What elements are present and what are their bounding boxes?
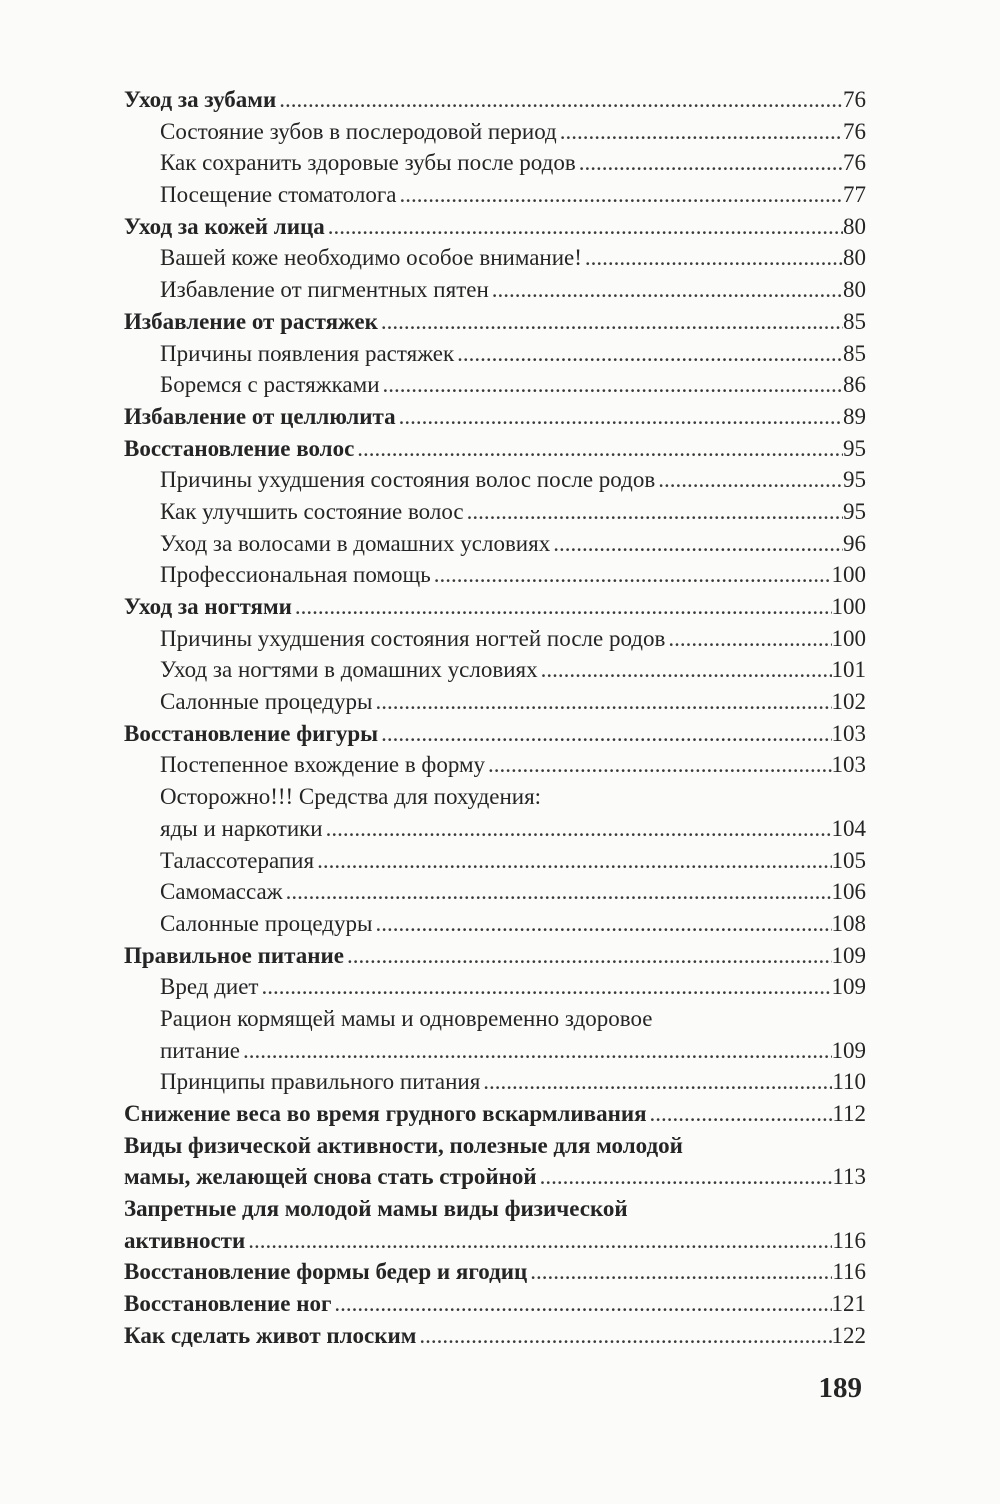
toc-line: [124, 496, 866, 528]
toc-line: [124, 528, 866, 560]
toc-line: [124, 1225, 866, 1257]
toc-entry: [124, 1003, 866, 1066]
dot-leader: [378, 306, 843, 338]
toc-line: [124, 84, 866, 116]
page-number: 189: [818, 1372, 862, 1404]
toc-line: [124, 369, 866, 401]
toc-line: [124, 1193, 866, 1225]
toc-page-number: 106: [831, 879, 866, 905]
chapter-title: Снижение веса во время грудного вскармливания: [124, 1101, 647, 1126]
toc-page-number: 108: [831, 910, 866, 936]
section-title: Причины появления растяжек: [160, 340, 455, 366]
toc-page-number: 77: [843, 182, 866, 208]
chapter-title: мамы, желающей снова стать стройной: [124, 1164, 537, 1190]
dot-leader: [538, 654, 832, 686]
section-title: Салонные процедуры: [160, 910, 373, 936]
toc-page-number: 121: [831, 1291, 866, 1317]
dot-leader: [331, 1288, 831, 1320]
toc-page-number: 89: [843, 403, 866, 429]
toc-page-number: 100: [831, 594, 866, 619]
toc-page-number: 109: [831, 974, 866, 1000]
dot-leader: [665, 623, 831, 655]
dot-leader: [557, 116, 843, 148]
section-title: Самомассаж: [160, 879, 283, 905]
toc-entry: [124, 1193, 866, 1256]
dot-leader: [323, 813, 832, 845]
section-title: Принципы правильного питания: [160, 1069, 481, 1095]
toc-line: [124, 623, 866, 655]
section-title: Уход за ногтями в домашних условиях: [160, 657, 538, 683]
chapter-title: Запретные для молодой мамы виды физической: [124, 1196, 628, 1222]
toc-entry: [124, 1098, 866, 1130]
toc-line: [124, 1130, 866, 1162]
toc-page-number: 112: [832, 1101, 866, 1126]
chapter-title: Виды физической активности, полезные для молодой: [124, 1132, 683, 1158]
toc-entry: [124, 338, 866, 370]
toc-line: [124, 781, 866, 813]
chapter-title: Восстановление фигуры: [124, 720, 379, 746]
toc-line: [124, 654, 866, 686]
toc-entry: [124, 908, 866, 940]
dot-leader: [325, 211, 843, 243]
toc-line: [124, 845, 866, 877]
dot-leader: [396, 401, 843, 433]
toc-line: [124, 211, 866, 243]
chapter-title: Восстановление ног: [124, 1291, 332, 1317]
chapter-title: Правильное питание: [124, 942, 344, 968]
toc-page-number: 109: [831, 1037, 866, 1063]
dot-leader: [283, 876, 832, 908]
section-title: Вред диет: [160, 974, 259, 1000]
toc-entry: [124, 971, 866, 1003]
toc-entry: [124, 433, 866, 465]
toc-line: [124, 749, 866, 781]
chapter-title: Восстановление волос: [124, 435, 355, 461]
toc-line: [124, 306, 866, 338]
section-title: Талассотерапия: [160, 847, 315, 873]
toc-line: [124, 559, 866, 591]
toc-entry: [124, 781, 866, 844]
toc-page-number: 96: [843, 530, 866, 556]
toc-page-number: 76: [843, 118, 866, 144]
dot-leader: [480, 1066, 832, 1098]
toc-page-number: 103: [831, 720, 866, 746]
dot-leader: [537, 1161, 833, 1193]
toc-page-number: 76: [843, 87, 866, 112]
toc-page-number: 86: [843, 372, 866, 398]
toc-entry: [124, 84, 866, 116]
toc-line: [124, 718, 866, 750]
toc-line: [124, 401, 866, 433]
dot-leader: [372, 908, 831, 940]
toc-line: [124, 1256, 866, 1288]
toc-page-number: 85: [843, 340, 866, 366]
toc-entry: [124, 1130, 866, 1193]
chapter-title: активности: [124, 1227, 246, 1253]
toc-line: [124, 908, 866, 940]
toc-entry: [124, 623, 866, 655]
toc-line: [124, 1003, 866, 1035]
dot-leader: [380, 369, 844, 401]
toc-line: [124, 338, 866, 370]
dot-leader: [485, 749, 831, 781]
toc-line: [124, 971, 866, 1003]
section-title: Избавление от пигментных пятен: [160, 277, 489, 303]
toc-page-number: 80: [843, 277, 866, 303]
toc-entry: [124, 1066, 866, 1098]
dot-leader: [655, 464, 843, 496]
toc-entry: [124, 749, 866, 781]
dot-leader: [314, 845, 831, 877]
toc-line: [124, 876, 866, 908]
section-title: Боремся с растяжками: [160, 372, 380, 398]
toc-page-number: 95: [843, 467, 866, 493]
toc-entry: [124, 845, 866, 877]
toc-entry: [124, 876, 866, 908]
toc-line: [124, 1035, 866, 1067]
toc-line: [124, 242, 866, 274]
dot-leader: [431, 559, 832, 591]
dot-leader: [454, 338, 843, 370]
toc-line: [124, 116, 866, 148]
toc-page-number: 113: [832, 1164, 866, 1190]
toc-entry: [124, 179, 866, 211]
section-title: питание: [160, 1037, 240, 1063]
toc-line: [124, 1098, 866, 1130]
toc-entry: [124, 654, 866, 686]
toc-entry: [124, 1256, 866, 1288]
section-title: Уход за волосами в домашних условиях: [160, 530, 551, 556]
toc-line: [124, 147, 866, 179]
toc-entry: [124, 528, 866, 560]
dot-leader: [550, 528, 843, 560]
toc-page-number: 80: [843, 245, 866, 271]
section-title: Рацион кормящей мамы и одновременно здоровое: [160, 1005, 653, 1031]
toc-line: [124, 1288, 866, 1320]
dot-leader: [582, 242, 843, 274]
section-title: Причины ухудшения состояния ногтей после родов: [160, 625, 666, 651]
toc-entry: [124, 401, 866, 433]
toc-line: [124, 686, 866, 718]
section-title: Постепенное вхождение в форму: [160, 752, 486, 778]
chapter-title: Уход за кожей лица: [124, 213, 325, 239]
toc-entry: [124, 147, 866, 179]
section-title: Состояние зубов в послеродовой период: [160, 118, 557, 144]
toc-entry: [124, 211, 866, 243]
section-title: Причины ухудшения состояния волос после родов: [160, 467, 656, 493]
chapter-title: Избавление от целлюлита: [124, 403, 396, 429]
section-title: Как улучшить состояние волос: [160, 498, 464, 524]
toc-page-number: 110: [832, 1069, 866, 1095]
chapter-title: Как сделать живот плоским: [124, 1322, 417, 1348]
dot-leader: [576, 147, 843, 179]
table-of-contents: [124, 84, 866, 1352]
dot-leader: [489, 274, 843, 306]
section-title: Осторожно!!! Средства для похудения:: [160, 784, 542, 810]
toc-page-number: 104: [831, 815, 866, 841]
toc-page-number: 103: [831, 752, 866, 778]
chapter-title: Уход за ногтями: [124, 594, 292, 619]
toc-line: [124, 179, 866, 211]
toc-page-number: 116: [832, 1227, 866, 1253]
toc-entry: [124, 686, 866, 718]
dot-leader: [378, 718, 831, 750]
section-title: Салонные процедуры: [160, 689, 373, 715]
toc-line: [124, 591, 866, 623]
toc-entry: [124, 369, 866, 401]
toc-page-number: 80: [843, 213, 866, 239]
toc-entry: [124, 274, 866, 306]
toc-entry: [124, 718, 866, 750]
dot-leader: [464, 496, 843, 528]
toc-entry: [124, 591, 866, 623]
toc-page-number: 102: [831, 689, 866, 715]
toc-line: [124, 433, 866, 465]
chapter-title: Уход за зубами: [124, 87, 277, 112]
dot-leader: [354, 433, 843, 465]
section-title: Вашей коже необходимо особое внимание!: [160, 245, 582, 271]
toc-page-number: 116: [832, 1259, 866, 1285]
toc-line: [124, 1161, 866, 1193]
toc-page-number: 100: [831, 625, 866, 651]
toc-page-number: 100: [831, 562, 866, 588]
toc-page-number: 101: [831, 657, 866, 683]
dot-leader: [647, 1098, 833, 1130]
toc-entry: [124, 940, 866, 972]
toc-page-number: 105: [831, 847, 866, 873]
dot-leader: [372, 686, 831, 718]
toc-line: [124, 274, 866, 306]
section-title: Как сохранить здоровые зубы после родов: [160, 150, 576, 176]
dot-leader: [292, 591, 832, 623]
toc-entry: [124, 306, 866, 338]
toc-entry: [124, 1320, 866, 1352]
chapter-title: Избавление от растяжек: [124, 308, 378, 334]
toc-page-number: 95: [843, 435, 866, 461]
toc-line: [124, 1066, 866, 1098]
dot-leader: [416, 1320, 831, 1352]
section-title: яды и наркотики: [160, 815, 323, 841]
toc-page-number: 122: [831, 1322, 866, 1348]
toc-line: [124, 813, 866, 845]
chapter-title: Восстановление формы бедер и ягодиц: [124, 1259, 528, 1285]
dot-leader: [276, 84, 843, 116]
toc-entry: [124, 496, 866, 528]
section-title: Посещение стоматолога: [160, 182, 397, 208]
toc-page-number: 76: [843, 150, 866, 176]
dot-leader: [396, 179, 843, 211]
toc-page-number: 85: [843, 308, 866, 334]
toc-page-number: 95: [843, 498, 866, 524]
toc-line: [124, 940, 866, 972]
toc-entry: [124, 464, 866, 496]
dot-leader: [258, 971, 831, 1003]
dot-leader: [527, 1256, 832, 1288]
dot-leader: [344, 940, 832, 972]
dot-leader: [245, 1225, 832, 1257]
toc-entry: [124, 1288, 866, 1320]
toc-line: [124, 464, 866, 496]
toc-entry: [124, 116, 866, 148]
toc-line: [124, 1320, 866, 1352]
toc-entry: [124, 242, 866, 274]
toc-page-number: 109: [831, 942, 866, 968]
section-title: Профессиональная помощь: [160, 562, 431, 588]
toc-entry: [124, 559, 866, 591]
dot-leader: [240, 1035, 832, 1067]
